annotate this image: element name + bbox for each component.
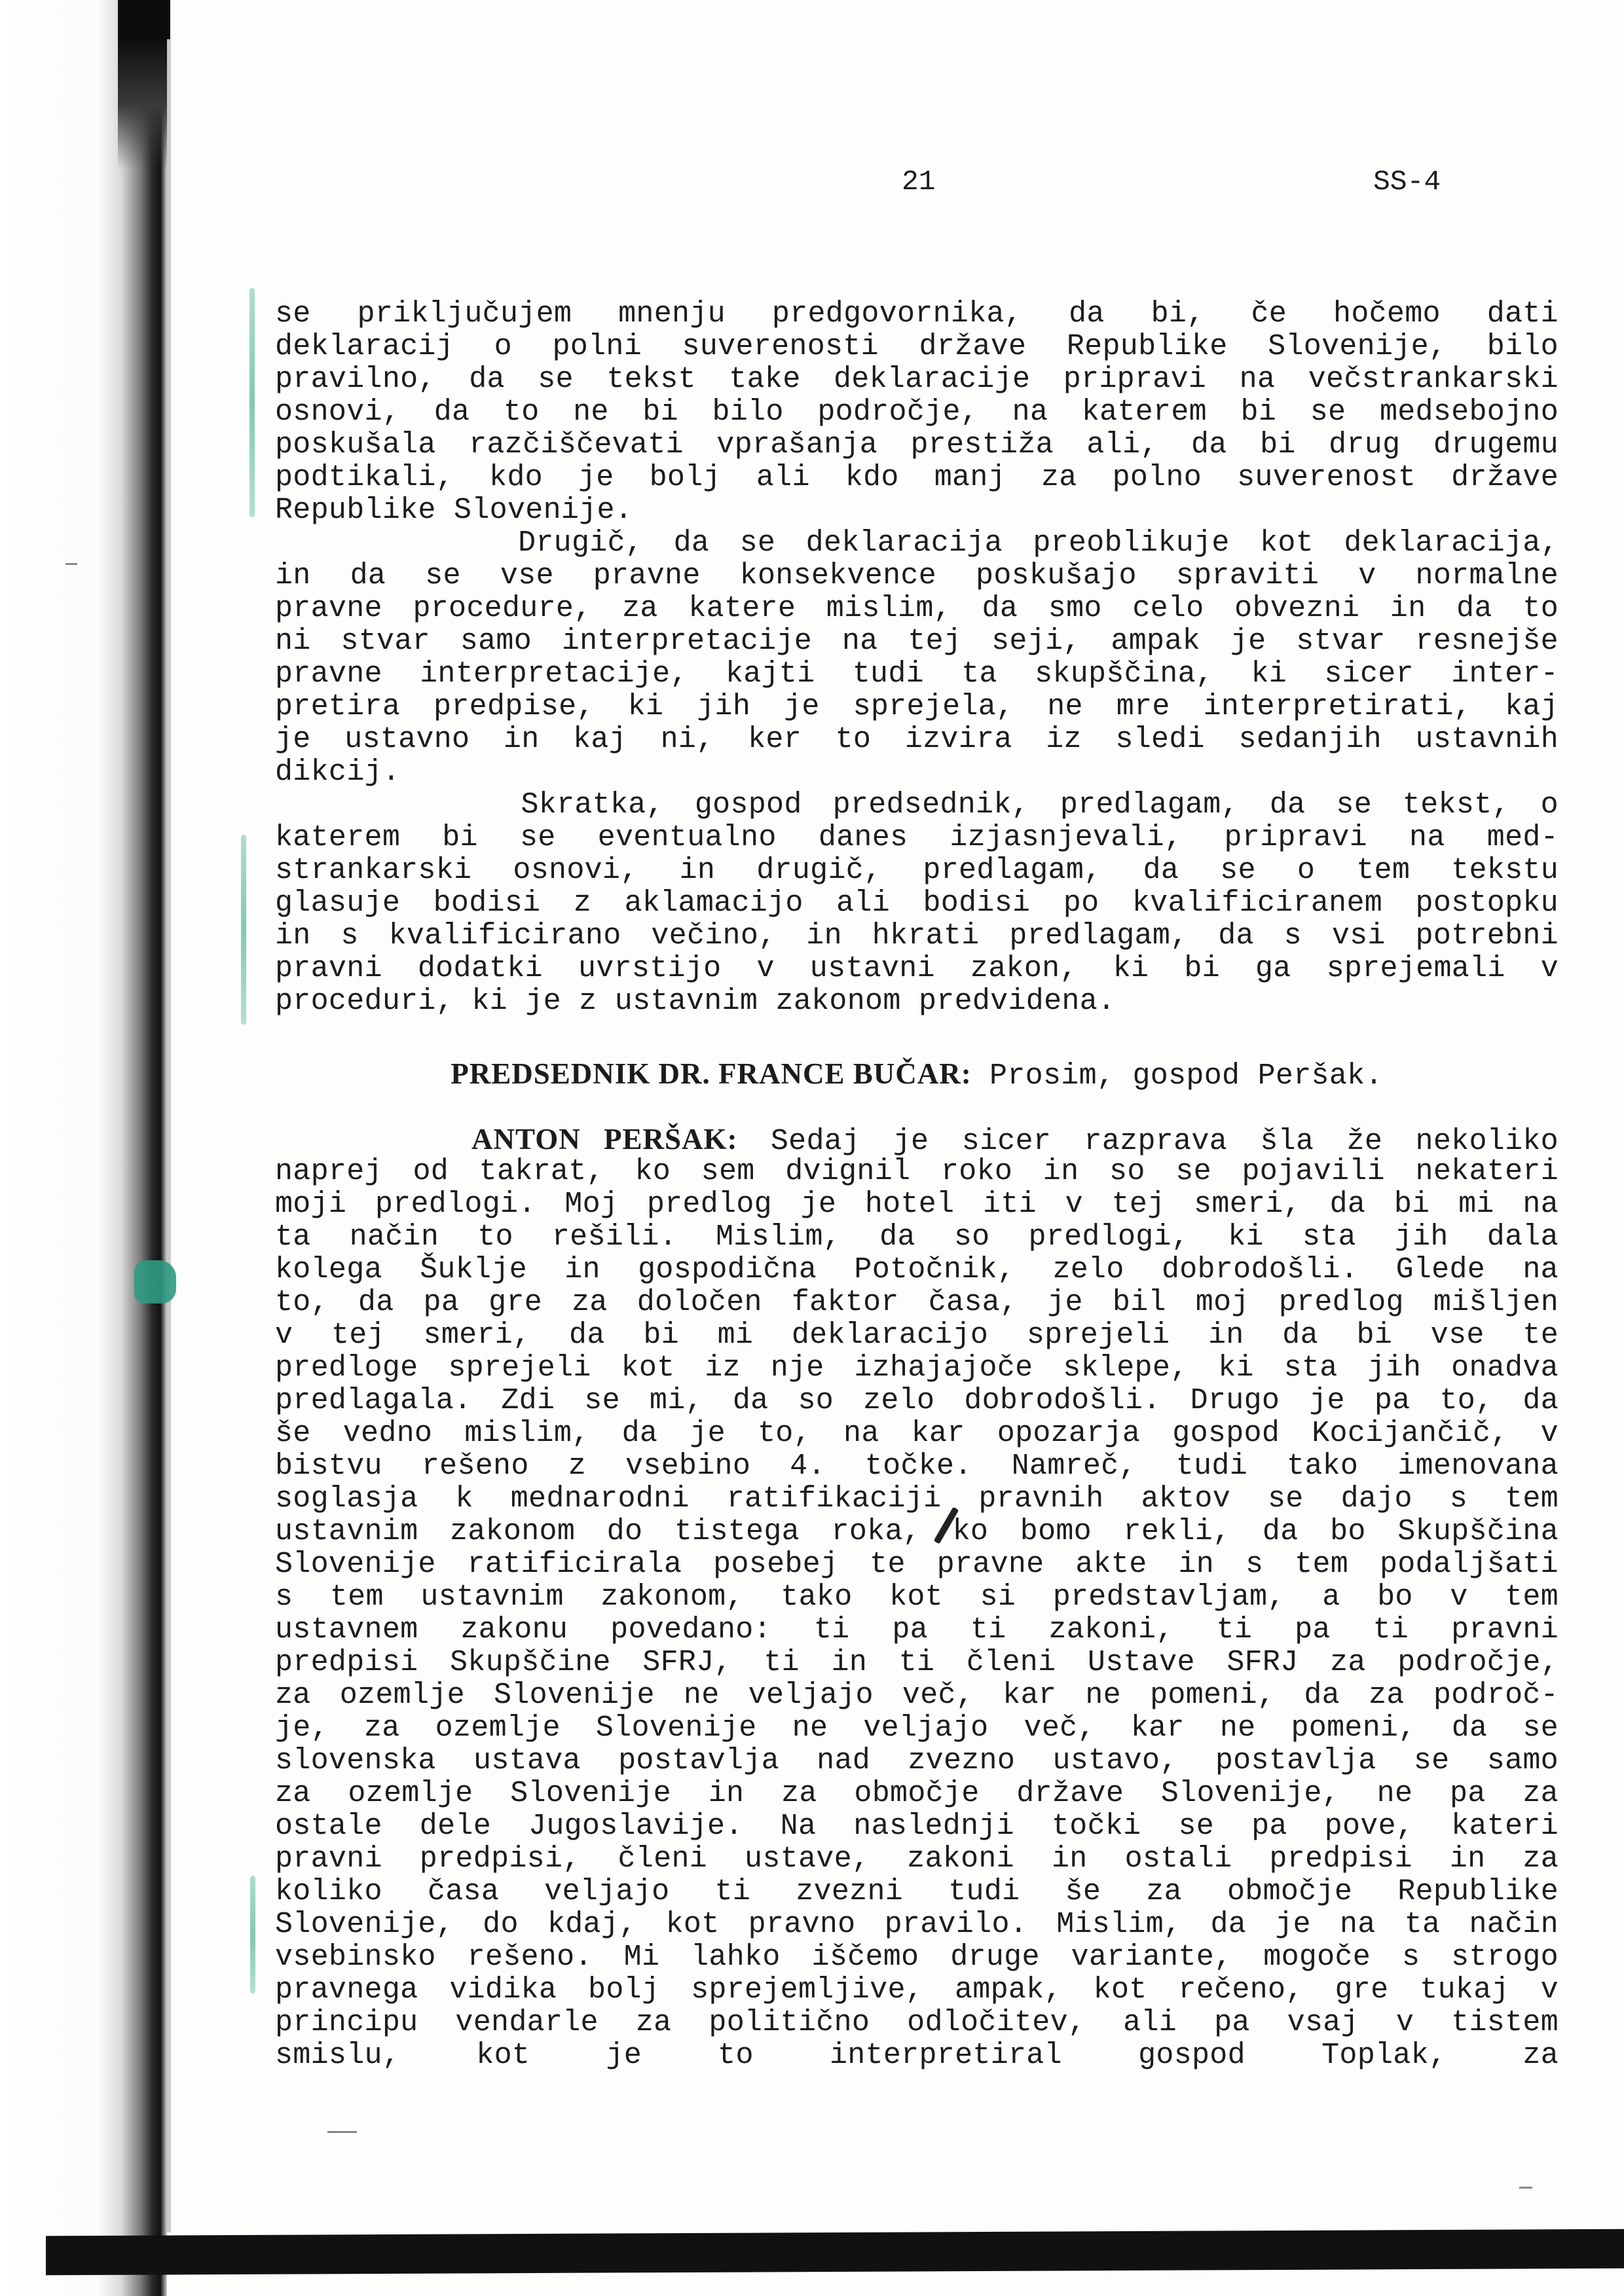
text-line: slovenska ustava postavlja nad zvezno ustavo, postavlja se samo xyxy=(275,1744,1559,1777)
text-line: predpisi Skupščine SFRJ, ti in ti členi Ustave SFRJ za področje, xyxy=(275,1646,1559,1679)
text-line: in da se vse pravne konsekvence poskušajo spraviti v normalne xyxy=(275,559,1559,592)
text-line: pravni dodatki uvrstijo v ustavni zakon, ki bi ga sprejemali v xyxy=(275,952,1559,985)
text-line: pravilno, da se tekst take deklaracije pripravi na večstrankarski xyxy=(275,363,1559,396)
scan-border-left xyxy=(0,0,167,2296)
text-line: vsebinsko rešeno. Mi lahko iščemo druge variante, mogoče s strogo xyxy=(275,1941,1559,1974)
text-line: soglasja k mednarodni ratifikaciji pravnih aktov se dajo s tem xyxy=(275,1482,1559,1516)
text-line: dikcij. xyxy=(275,756,401,789)
highlighter-mark xyxy=(249,288,255,517)
text-line: principu vendarle za politično odločitev, ali pa vsaj v tistem xyxy=(275,2006,1559,2039)
speech-text: Sedaj je sicer razprava šla že nekoliko xyxy=(737,1125,1559,1158)
text-line: bistvu rešeno z vsebino 4. točke. Namreč, tudi tako imenovana xyxy=(275,1449,1559,1483)
document-code: SS-4 xyxy=(1373,166,1441,198)
text-line: ustavnim zakonom do tistega roka, ko bomo rekli, da bo Skupščina xyxy=(275,1515,1559,1548)
text-line: kolega Šuklje in gospodična Potočnik, zelo dobrodošli. Glede na xyxy=(275,1253,1559,1286)
text-line: Slovenije, do kdaj, kot pravno pravilo. Mislim, da je na ta način xyxy=(275,1908,1559,1941)
speech-text: Prosim, gospod Peršak. xyxy=(971,1059,1383,1093)
text-line: je ustavno in kaj ni, ker to izvira iz sledi sedanjih ustavnih xyxy=(275,723,1559,756)
speaker-name: ANTON PERŠAK: xyxy=(471,1123,738,1156)
scan-speck xyxy=(327,2131,357,2133)
page-number: 21 xyxy=(902,166,936,198)
text-line: strankarski osnovi, in drugič, predlagam, da se o tem tekstu xyxy=(275,854,1559,887)
text-line: pretira predpise, ki jih je sprejela, ne mre interpretirati, kaj xyxy=(275,690,1559,723)
scan-speck xyxy=(65,563,77,565)
scan-shadow-top xyxy=(118,0,170,170)
text-line: ostale dele Jugoslavije. Na naslednji točki se pa pove, kateri xyxy=(275,1810,1559,1843)
text-line: za ozemlje Slovenije ne veljajo več, kar ne pomeni, da za področ- xyxy=(275,1679,1559,1712)
text-line: ni stvar samo interpretacije na tej seji, ampak je stvar resnejše xyxy=(275,625,1559,658)
text-line: predloge sprejeli kot iz nje izhajajoče sklepe, ki sta jih onadva xyxy=(275,1351,1559,1385)
text-line: Drugič, da se deklaracija preoblikuje kot deklaracija, xyxy=(275,526,1559,560)
text-line: proceduri, ki je z ustavnim zakonom predvidena. xyxy=(275,985,1116,1018)
text-line: Republike Slovenije. xyxy=(275,494,633,527)
text-line: katerem bi se eventualno danes izjasnjevali, pripravi na med- xyxy=(275,821,1559,854)
highlighter-blob xyxy=(134,1260,176,1303)
text-line: moji predlogi. Moj predlog je hotel iti v tej smeri, da bi mi na xyxy=(275,1188,1559,1221)
highlighter-mark xyxy=(250,1876,255,1994)
text-line: pravni predpisi, členi ustave, zakoni in ostali predpisi in za xyxy=(275,1842,1559,1876)
text-line: Slovenije ratificirala posebej te pravne akte in s tem podaljšati xyxy=(275,1548,1559,1581)
scan-speck xyxy=(1519,2187,1532,2189)
text-line: glasuje bodisi z aklamacijo ali bodisi po kvalificiranem postopku xyxy=(275,886,1559,920)
chair-remark xyxy=(275,1057,1559,1093)
text-line: pravnega vidika bolj sprejemljive, ampak, kot rečeno, gre tukaj v xyxy=(275,1973,1559,2007)
text-line: v tej smeri, da bi mi deklaracijo sprejeli in da bi vse te xyxy=(275,1319,1559,1352)
text-line: poskušala razčiščevati vprašanja prestiža ali, da bi drug drugemu xyxy=(275,428,1559,462)
text-line: deklaracij o polni suverenosti države Republike Slovenije, bilo xyxy=(275,330,1559,363)
text-line: pravne procedure, za katere mislim, da smo celo obvezni in da to xyxy=(275,592,1559,625)
text-line: je, za ozemlje Slovenije ne veljajo več, kar ne pomeni, da se xyxy=(275,1711,1559,1745)
text-line: pravne interpretacije, kajti tudi ta skupščina, ki sicer inter- xyxy=(275,657,1559,691)
speaker-name: PREDSEDNIK DR. FRANCE BUČAR: xyxy=(451,1057,972,1090)
text-line: podtikali, kdo je bolj ali kdo manj za polno suverenost države xyxy=(275,461,1559,494)
text-line: za ozemlje Slovenije in za območje države Slovenije, ne pa za xyxy=(275,1777,1559,1810)
text-line: ustavnem zakonu povedano: ti pa ti zakoni, ti pa ti pravni xyxy=(275,1613,1559,1647)
page-fold xyxy=(167,39,171,2232)
text-line: koliko časa veljajo ti zvezni tudi še za območje Republike xyxy=(275,1875,1559,1908)
text-line: še vedno mislim, da je to, na kar opozarja gospod Kocijančič, v xyxy=(275,1417,1559,1450)
text-line: ta način to rešili. Mislim, da so predlogi, ki sta jih dala xyxy=(275,1220,1559,1254)
text-line: predlagala. Zdi se mi, da so zelo dobrodošli. Drugo je pa to, da xyxy=(275,1384,1559,1417)
text-line: naprej od takrat, ko sem dvignil roko in so se pojavili nekateri xyxy=(275,1155,1559,1188)
text-line: osnovi, da to ne bi bilo področje, na katerem bi se medsebojno xyxy=(275,395,1559,429)
text-line: s tem ustavnim zakonom, tako kot si predstavljam, a bo v tem xyxy=(275,1580,1559,1614)
speech-opening-line xyxy=(275,1123,1559,1156)
text-line: Skratka, gospod predsednik, predlagam, da se tekst, o xyxy=(275,788,1559,822)
text-line: smislu, kot je to interpretiral gospod Toplak, za xyxy=(275,2039,1559,2072)
text-line: to, da pa gre za določen faktor časa, je bil moj predlog mišljen xyxy=(275,1286,1559,1319)
text-line: in s kvalificirano večino, in hkrati predlagam, da s vsi potrebni xyxy=(275,919,1559,953)
text-line: se priključujem mnenju predgovornika, da bi, če hočemo dati xyxy=(275,297,1559,331)
scan-border-bottom xyxy=(46,2229,1624,2276)
highlighter-mark xyxy=(241,835,246,1025)
